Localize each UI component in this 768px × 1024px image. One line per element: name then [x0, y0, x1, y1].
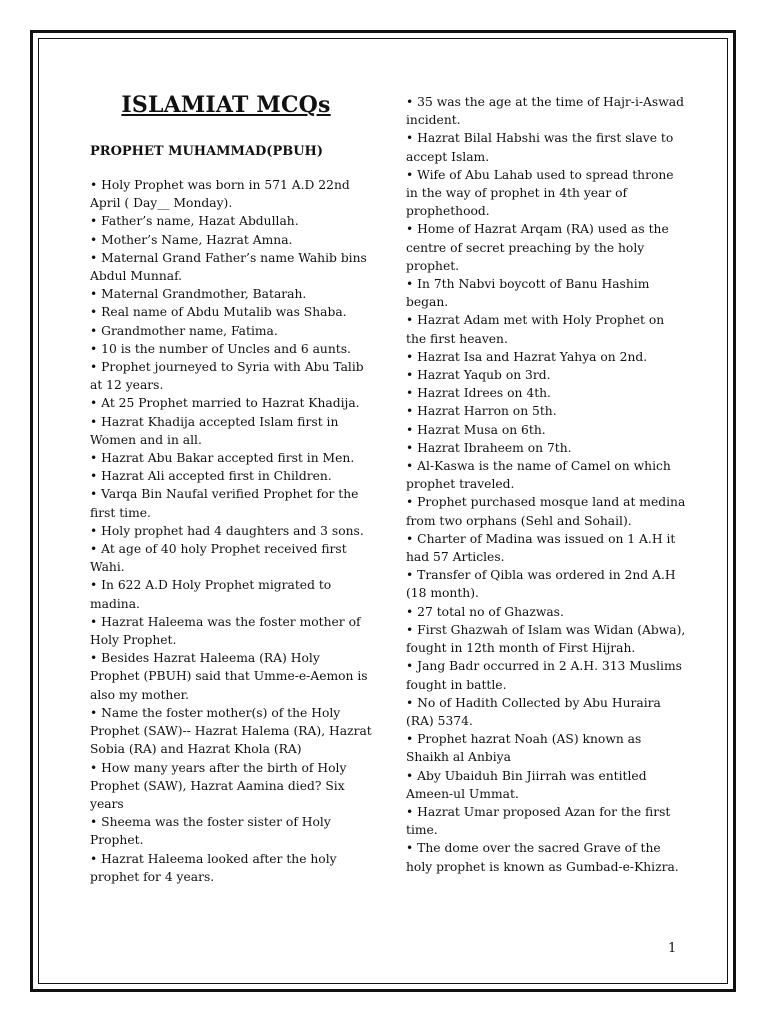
- left-column: [90, 176, 372, 886]
- list-item: • Prophet hazrat Noah (AS) known as Shaikh al Anbiya: [406, 732, 642, 765]
- list-item: • Besides Hazrat Haleema (RA) Holy Prophet (PBUH) said that Umme-e-Aemon is also my mother.: [90, 651, 368, 702]
- list-item: • Prophet purchased mosque land at medina from two orphans (Sehl and Sohail).: [406, 495, 686, 528]
- list-item: • Real name of Abdu Mutalib was Shaba.: [90, 305, 347, 320]
- list-item: • Hazrat Ibraheem on 7th.: [406, 440, 572, 455]
- section-heading: PROPHET MUHAMMAD(PBUH): [90, 144, 323, 159]
- list-item: • 27 total no of Ghazwas.: [406, 604, 564, 619]
- list-item: • At age of 40 holy Prophet received first Wahi.: [90, 542, 347, 575]
- list-item: • Charter of Madina was issued on 1 A.H it had 57 Articles.: [406, 531, 676, 565]
- list-item: • First Ghazwah of Islam was Widan (Abwa), fought in 12th month of First Hijrah.: [406, 622, 686, 656]
- list-item: • Sheema was the foster sister of Holy Prophet.: [90, 815, 331, 848]
- list-item: • Hazrat Harron on 5th.: [406, 404, 557, 419]
- list-item: • Hazrat Yaqub on 3rd.: [406, 368, 551, 383]
- list-item: • Varqa Bin Naufal verified Prophet for the first time.: [90, 487, 359, 520]
- list-item: • Hazrat Bilal Habshi was the first slave to accept Islam.: [406, 131, 674, 164]
- list-item: • Holy prophet had 4 daughters and 3 sons.: [90, 523, 364, 538]
- list-item: • Al-Kaswa is the name of Camel on which prophet traveled.: [406, 459, 671, 492]
- list-item: • Name the foster mother(s) of the Holy Prophet (SAW)-- Hazrat Halema (RA), Hazrat Sobia (RA) and Hazrat Khola (RA): [90, 705, 372, 757]
- list-item: • Hazrat Idrees on 4th.: [406, 386, 551, 401]
- list-item: • Hazrat Umar proposed Azan for the first time.: [406, 804, 671, 838]
- list-item: • Father’s name, Hazat Abdullah.: [90, 214, 299, 229]
- list-item: • Wife of Abu Lahab used to spread throne in the way of prophet in 4th year of prophethood.: [406, 167, 674, 219]
- list-item: • In 7th Nabvi boycott of Banu Hashim began.: [406, 277, 650, 310]
- list-item: • Grandmother name, Fatima.: [90, 323, 278, 338]
- page-title: ISLAMIAT MCQs: [121, 92, 331, 118]
- list-item: • Hazrat Abu Bakar accepted first in Men.: [90, 451, 355, 466]
- page-number: 1: [668, 941, 677, 956]
- list-item: • Hazrat Musa on 6th.: [406, 422, 546, 437]
- list-item: • Hazrat Khadija accepted Islam first in Women and in all.: [90, 414, 339, 447]
- list-item: • Jang Badr occurred in 2 A.H. 313 Muslims fought in battle.: [406, 659, 682, 692]
- list-item: • 35 was the age at the time of Hajr-i-Aswad incident.: [406, 95, 684, 128]
- list-item: • Hazrat Haleema looked after the holy prophet for 4 years.: [90, 851, 337, 884]
- list-item: • 10 is the number of Uncles and 6 aunts.: [90, 341, 351, 356]
- list-item: • In 622 A.D Holy Prophet migrated to madina.: [90, 578, 332, 611]
- list-item: • How many years after the birth of Holy Prophet (SAW), Hazrat Aamina died? Six years: [90, 760, 347, 811]
- right-column: [406, 93, 688, 876]
- list-item: • Hazrat Ali accepted first in Children.: [90, 469, 332, 484]
- list-item: • Hazrat Haleema was the foster mother of Holy Prophet.: [90, 614, 361, 648]
- list-item: • Maternal Grandmother, Batarah.: [90, 287, 307, 302]
- list-item: • Transfer of Qibla was ordered in 2nd A.H (18 month).: [406, 568, 676, 601]
- list-item: • Mother’s Name, Hazrat Amna.: [90, 232, 293, 247]
- list-item: • Hazrat Adam met with Holy Prophet on the first heaven.: [406, 313, 665, 346]
- list-item: • No of Hadith Collected by Abu Huraira (RA) 5374.: [406, 695, 661, 728]
- list-item: • Holy Prophet was born in 571 A.D 22nd April ( Day__ Monday).: [90, 178, 350, 211]
- list-item: • At 25 Prophet married to Hazrat Khadija.: [90, 396, 360, 411]
- list-item: • Prophet journeyed to Syria with Abu Talib at 12 years.: [90, 360, 364, 393]
- list-item: • The dome over the sacred Grave of the holy prophet is known as Gumbad-e-Khizra.: [406, 841, 679, 874]
- list-item: • Home of Hazrat Arqam (RA) used as the centre of secret preaching by the holy prophet.: [406, 222, 669, 273]
- list-item: • Aby Ubaiduh Bin Jiirrah was entitled Ameen-ul Ummat.: [406, 768, 647, 801]
- list-item: • Maternal Grand Father’s name Wahib bins Abdul Munnaf.: [90, 250, 367, 284]
- list-item: • Hazrat Isa and Hazrat Yahya on 2nd.: [406, 349, 648, 364]
